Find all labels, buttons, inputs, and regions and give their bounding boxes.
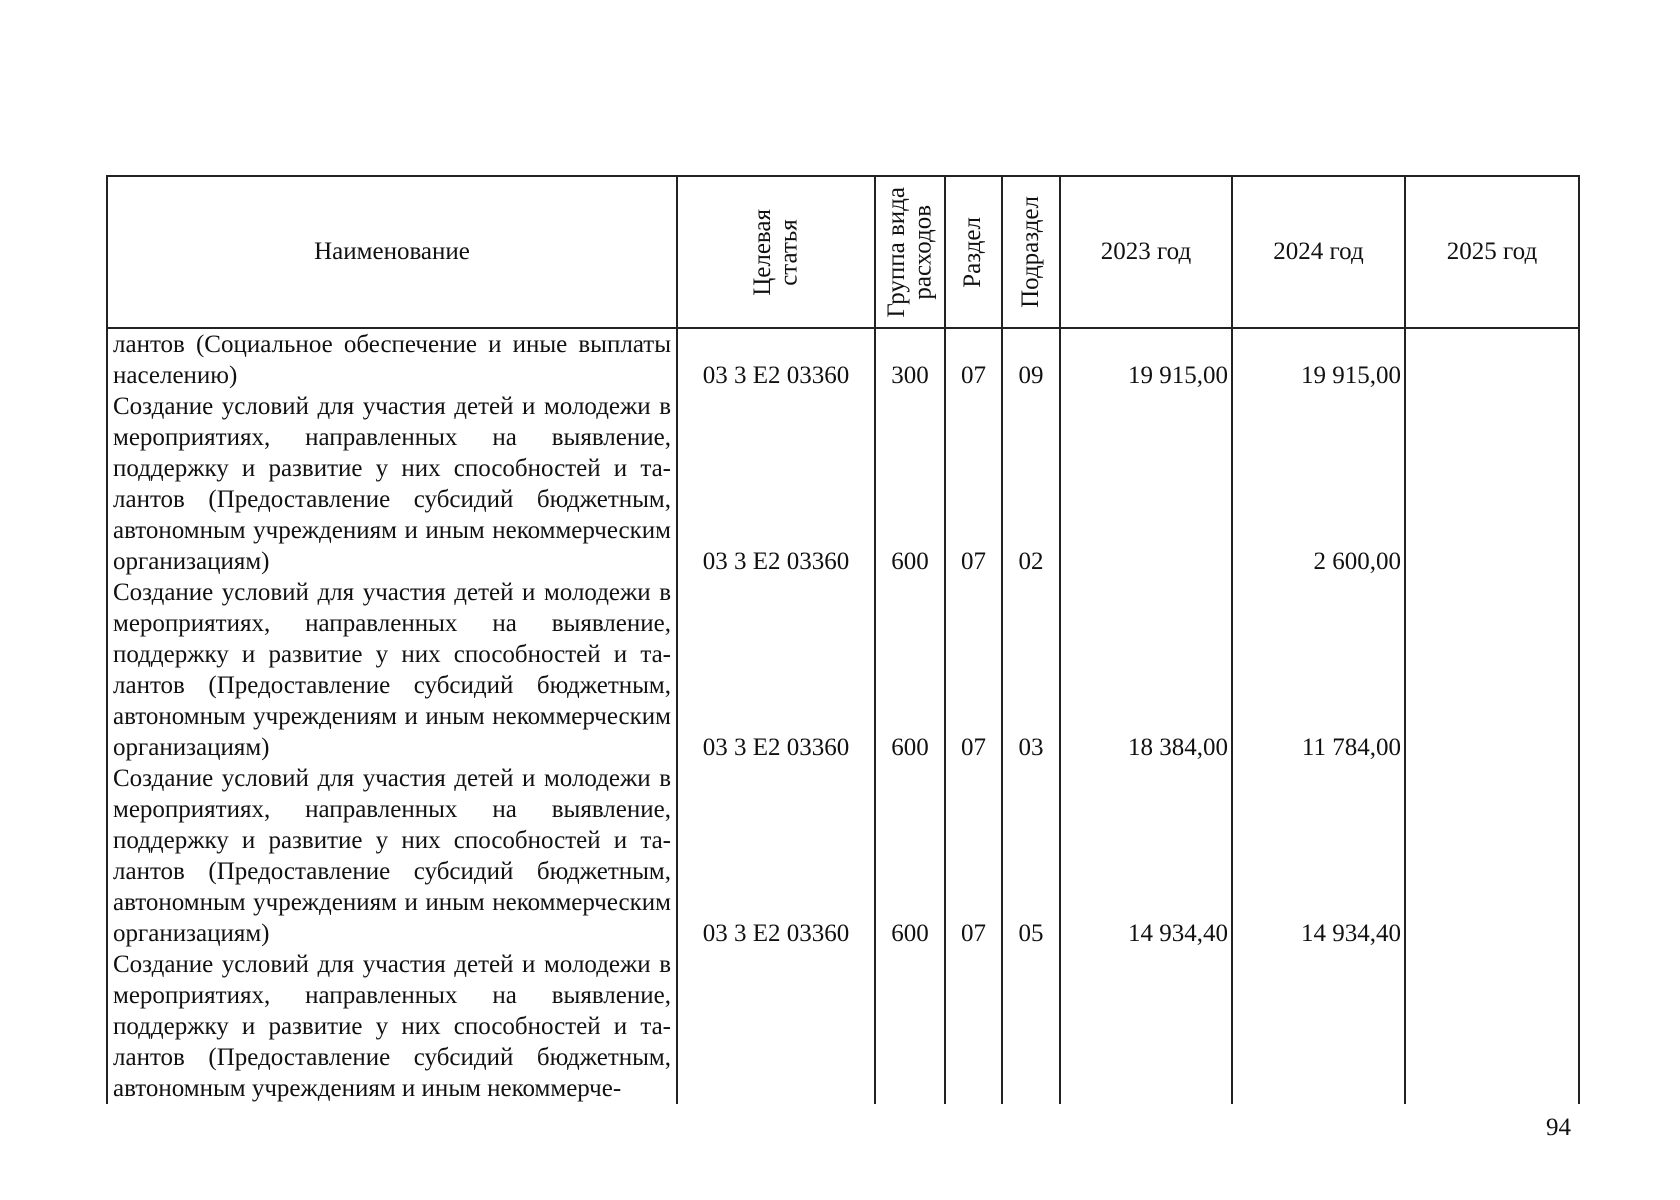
row-group: 300 <box>875 328 945 391</box>
header-target <box>677 176 875 328</box>
row-section: 07 <box>945 577 1002 763</box>
row-section: 07 <box>945 328 1002 391</box>
row-name: Создание условий для участия детей и молодежи в мероприятиях, направленных на выявление, поддержку и развитие у них способностей и талантов (Предоставление субсидий бюджетным, автономным учреждениям и иным некоммерче- <box>107 949 677 1104</box>
budget-table <box>106 175 1580 1104</box>
row-subsection: 02 <box>1002 391 1060 577</box>
row-2023 <box>1060 391 1232 577</box>
row-group: 600 <box>875 763 945 949</box>
row-2024: 14 934,40 <box>1232 763 1405 949</box>
header-section <box>945 176 1002 328</box>
header-target-label: Целевая статья <box>748 208 802 296</box>
header-name: Наименование <box>107 176 677 328</box>
header-section-label: Раздел <box>959 216 987 288</box>
row-target: 03 3 Е2 03360 <box>677 763 875 949</box>
row-target: 03 3 Е2 03360 <box>677 391 875 577</box>
row-2023 <box>1060 949 1232 1104</box>
row-name: Создание условий для участия детей и молодежи в мероприятиях, направленных на выявление, поддержку и развитие у них способностей и талантов (Предоставление субсидий бюджетным, автономным учреждениям и иным некоммерческим организациям) <box>107 763 677 949</box>
table-row <box>107 391 1579 577</box>
row-group: 600 <box>875 577 945 763</box>
row-2024: 11 784,00 <box>1232 577 1405 763</box>
row-target: 03 3 Е2 03360 <box>677 577 875 763</box>
row-subsection <box>1002 949 1060 1104</box>
row-group <box>875 949 945 1104</box>
row-section <box>945 949 1002 1104</box>
row-2025 <box>1405 391 1579 577</box>
row-name: Создание условий для участия детей и молодежи в мероприятиях, направленных на выявление, поддержку и развитие у них способностей и талантов (Предоставление субсидий бюджетным, автономным учреждениям и иным некоммерческим организациям) <box>107 391 677 577</box>
header-group-label: Группа вида расходов <box>882 186 936 318</box>
header-2025: 2025 год <box>1405 176 1579 328</box>
row-2025 <box>1405 949 1579 1104</box>
row-name: лантов (Социальное обеспечение и иные выплаты населению) <box>107 328 677 391</box>
row-2023: 19 915,00 <box>1060 328 1232 391</box>
header-group <box>875 176 945 328</box>
row-2025 <box>1405 328 1579 391</box>
row-2025 <box>1405 763 1579 949</box>
table-row <box>107 577 1579 763</box>
row-2024: 19 915,00 <box>1232 328 1405 391</box>
table-row <box>107 328 1579 391</box>
row-section: 07 <box>945 763 1002 949</box>
row-2023: 18 384,00 <box>1060 577 1232 763</box>
row-2023: 14 934,40 <box>1060 763 1232 949</box>
table-row <box>107 763 1579 949</box>
row-2024 <box>1232 949 1405 1104</box>
table-header-row <box>107 176 1579 328</box>
row-name: Создание условий для участия детей и молодежи в мероприятиях, направленных на выявление, поддержку и развитие у них способностей и талантов (Предоставление субсидий бюджетным, автономным учреждениям и иным некоммерческим организациям) <box>107 577 677 763</box>
row-subsection: 09 <box>1002 328 1060 391</box>
row-subsection: 03 <box>1002 577 1060 763</box>
row-2024: 2 600,00 <box>1232 391 1405 577</box>
row-group: 600 <box>875 391 945 577</box>
page-number: 94 <box>1546 1114 1571 1141</box>
table-row <box>107 949 1579 1104</box>
row-section: 07 <box>945 391 1002 577</box>
header-2023: 2023 год <box>1060 176 1232 328</box>
header-2024: 2024 год <box>1232 176 1405 328</box>
header-subsection <box>1002 176 1060 328</box>
row-subsection: 05 <box>1002 763 1060 949</box>
row-target <box>677 949 875 1104</box>
row-target: 03 3 Е2 03360 <box>677 328 875 391</box>
header-subsection-label: Подраздел <box>1016 196 1044 308</box>
row-2025 <box>1405 577 1579 763</box>
